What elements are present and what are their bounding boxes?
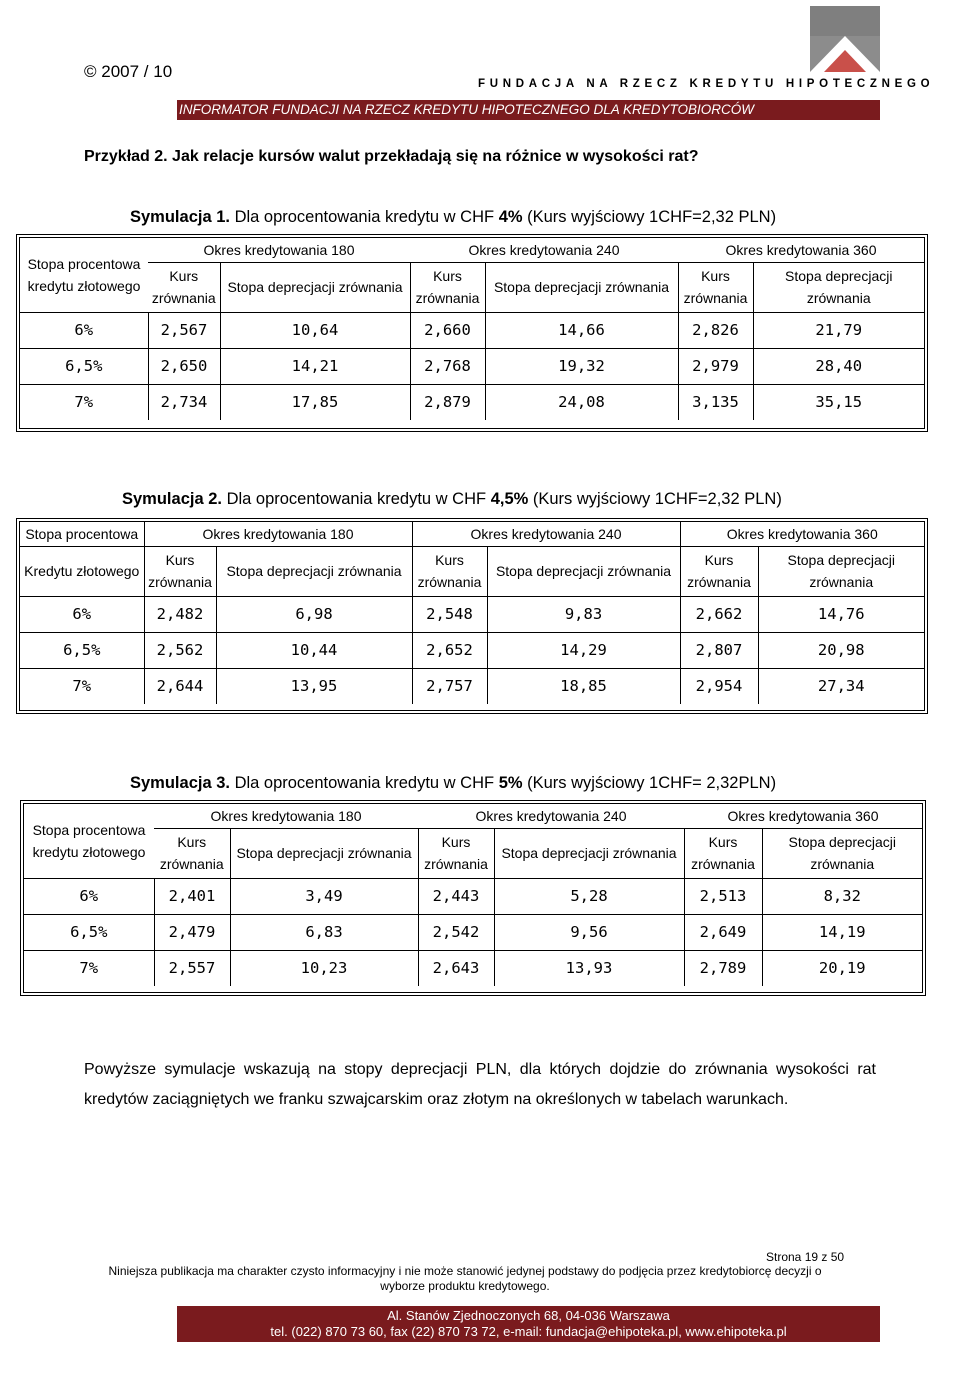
sim3-cell: 2,643 bbox=[418, 950, 494, 986]
sim3-cell: 2,401 bbox=[154, 878, 230, 914]
example-title: Przykład 2. Jak relacje kursów walut przekładają się na różnice w wysokości rat? bbox=[84, 148, 699, 165]
footer-address: Al. Stanów Zjednoczonych 68, 04-036 Warszawa bbox=[387, 1308, 670, 1323]
sim2-period-180: Okres kredytowania 180 bbox=[144, 522, 412, 546]
sim2-row bbox=[20, 668, 924, 704]
sim3-cell: 8,32 bbox=[762, 878, 922, 914]
sim3-cell: 6,83 bbox=[230, 914, 418, 950]
sim2-cell: 18,85 bbox=[487, 668, 680, 704]
sim1-cell: 2,768 bbox=[410, 348, 485, 384]
sim3-rate: 6,5% bbox=[24, 914, 154, 950]
sim3-title bbox=[130, 774, 776, 793]
sim1-cell: 2,879 bbox=[410, 384, 485, 420]
sim2-cell: 10,44 bbox=[216, 632, 412, 668]
sim1-cell: 14,66 bbox=[485, 312, 678, 348]
sim3-cell: 14,19 bbox=[762, 914, 922, 950]
sim2-title-b: (Kurs wyjściowy 1CHF=2,32 PLN) bbox=[528, 490, 782, 508]
sim3-row bbox=[24, 950, 922, 986]
sim2-kurs-180: Kurs zrównania bbox=[144, 546, 216, 596]
sim1-period-240: Okres kredytowania 240 bbox=[468, 241, 620, 258]
sim2-rate: 6% bbox=[20, 596, 144, 632]
sim3-cell: 5,28 bbox=[494, 878, 684, 914]
sim3-row bbox=[24, 878, 922, 914]
footer-bar bbox=[177, 1306, 880, 1342]
sim2-stopa-240: Stopa deprecjacji zrównania bbox=[487, 546, 680, 596]
page-number: Strona 19 z 50 bbox=[766, 1250, 845, 1264]
sim2-stopa-360: Stopa deprecjacji zrównania bbox=[758, 546, 924, 596]
sim2-stub-top: Stopa procentowa bbox=[20, 522, 144, 546]
sim1-rate: 7% bbox=[20, 384, 148, 420]
sim1-cell: 28,40 bbox=[753, 348, 924, 384]
sim2-cell: 27,34 bbox=[758, 668, 924, 704]
footer-contact: tel. (022) 870 73 60, fax (22) 870 73 72, e-mail: fundacja@ehipoteka.pl, www.ehipoteka.pl bbox=[270, 1324, 787, 1339]
copyright-date: © 2007 / 10 bbox=[84, 62, 173, 81]
sim3-cell: 2,789 bbox=[684, 950, 762, 986]
sim2-cell: 6,98 bbox=[216, 596, 412, 632]
sim2-cell: 2,662 bbox=[680, 596, 758, 632]
sim3-stub: Stopa procentowa kredytu złotowego bbox=[32, 821, 146, 860]
sim1-cell: 17,85 bbox=[220, 384, 410, 420]
sim3-cell: 10,23 bbox=[230, 950, 418, 986]
sim3-title-b: (Kurs wyjściowy 1CHF= 2,32PLN) bbox=[522, 774, 777, 792]
sim2-stub: Kredytu złotowego bbox=[20, 546, 144, 596]
sim1-stopa-180: Stopa deprecjacji zrównania bbox=[220, 262, 410, 312]
sim2-cell: 2,954 bbox=[680, 668, 758, 704]
sim1-period-180: Okres kredytowania 180 bbox=[203, 241, 355, 258]
sim1-cell: 2,660 bbox=[410, 312, 485, 348]
sim3-cell: 2,649 bbox=[684, 914, 762, 950]
sim2-period-360: Okres kredytowania 360 bbox=[680, 522, 924, 546]
header-bar: INFORMATOR FUNDACJI NA RZECZ KREDYTU HIPOTECZNEGO DLA KREDYTOBIORCÓW bbox=[177, 100, 880, 120]
sim2-lead: Symulacja 2. bbox=[122, 490, 222, 508]
sim2-stopa-180: Stopa deprecjacji zrównania bbox=[216, 546, 412, 596]
sim1-title bbox=[130, 208, 776, 227]
sim1-rate: 6% bbox=[20, 312, 148, 348]
sim2-cell: 2,757 bbox=[412, 668, 487, 704]
sim2-title-a: Dla oprocentowania kredytu w CHF bbox=[221, 490, 491, 508]
sim2-kurs-360: Kurs zrównania bbox=[680, 546, 758, 596]
sim1-title-a: Dla oprocentowania kredytu w CHF bbox=[229, 208, 499, 226]
sim1-kurs-240: Kurs zrównania bbox=[410, 262, 485, 312]
sim2-cell: 2,807 bbox=[680, 632, 758, 668]
sim3-kurs-240: Kurs zrównania bbox=[418, 828, 494, 878]
sim1-row bbox=[20, 348, 924, 384]
sim3-title-a: Dla oprocentowania kredytu w CHF bbox=[229, 774, 499, 792]
sim1-kurs-360: Kurs zrównania bbox=[678, 262, 753, 312]
sim1-row bbox=[20, 384, 924, 420]
sim2-cell: 2,652 bbox=[412, 632, 487, 668]
sim3-period-360: Okres kredytowania 360 bbox=[727, 807, 879, 824]
sim1-kurs-180: Kurs zrównania bbox=[148, 262, 220, 312]
sim1-title-b: (Kurs wyjściowy 1CHF=2,32 PLN) bbox=[522, 208, 777, 226]
sim2-period-240: Okres kredytowania 240 bbox=[412, 522, 680, 546]
sim2-cell: 2,644 bbox=[144, 668, 216, 704]
summary-paragraph: Powyższe symulacje wskazują na stopy deprecjacji PLN, dla których dojdzie do zrównania wysokości rat kredytów zaciągniętych we franku szwajcarskim oraz złotym na określonych w tabelach warunkach. bbox=[84, 1061, 876, 1108]
disclaimer: Niniejsza publikacja ma charakter czysto informacyjny i nie może stanowić jedynej podstawy do podjęcia przez kredytobiorcę decyzji o wyborze produktu kredytowego. bbox=[108, 1264, 822, 1293]
sim3-stopa-180: Stopa deprecjacji zrównania bbox=[230, 828, 418, 878]
sim3-period-180: Okres kredytowania 180 bbox=[210, 807, 362, 824]
sim1-pct: 4% bbox=[498, 208, 523, 226]
sim1-period-360: Okres kredytowania 360 bbox=[725, 241, 877, 258]
sim2-kurs-240: Kurs zrównania bbox=[412, 546, 487, 596]
sim3-cell: 9,56 bbox=[494, 914, 684, 950]
sim3-cell: 2,479 bbox=[154, 914, 230, 950]
sim1-cell: 2,826 bbox=[678, 312, 753, 348]
sim2-cell: 2,548 bbox=[412, 596, 487, 632]
sim1-cell: 3,135 bbox=[678, 384, 753, 420]
sim1-cell: 10,64 bbox=[220, 312, 410, 348]
sim2-rate: 7% bbox=[20, 668, 144, 704]
sim3-stopa-360: Stopa deprecjacji zrównania bbox=[762, 828, 922, 878]
sim2-rate: 6,5% bbox=[20, 632, 144, 668]
sim3-period-240: Okres kredytowania 240 bbox=[475, 807, 627, 824]
sim1-cell: 21,79 bbox=[753, 312, 924, 348]
sim2-row bbox=[20, 632, 924, 668]
sim2-cell: 20,98 bbox=[758, 632, 924, 668]
sim3-cell: 2,557 bbox=[154, 950, 230, 986]
sim1-cell: 35,15 bbox=[753, 384, 924, 420]
sim1-stopa-360: Stopa deprecjacji zrównania bbox=[753, 262, 924, 312]
sim2-table bbox=[20, 522, 924, 704]
sim1-row bbox=[20, 312, 924, 348]
sim2-cell: 9,83 bbox=[487, 596, 680, 632]
sim2-cell: 2,482 bbox=[144, 596, 216, 632]
sim1-cell: 19,32 bbox=[485, 348, 678, 384]
sim3-cell: 2,542 bbox=[418, 914, 494, 950]
sim1-rate: 6,5% bbox=[20, 348, 148, 384]
sim1-stopa-240: Stopa deprecjacji zrównania bbox=[485, 262, 678, 312]
sim3-row bbox=[24, 914, 922, 950]
sim3-cell: 13,93 bbox=[494, 950, 684, 986]
sim2-cell: 2,562 bbox=[144, 632, 216, 668]
sim2-row bbox=[20, 596, 924, 632]
sim2-cell: 13,95 bbox=[216, 668, 412, 704]
sim3-cell: 20,19 bbox=[762, 950, 922, 986]
sim3-kurs-360: Kurs zrównania bbox=[684, 828, 762, 878]
sim1-cell: 2,650 bbox=[148, 348, 220, 384]
sim2-title bbox=[122, 490, 782, 509]
sim1-cell: 2,734 bbox=[148, 384, 220, 420]
sim1-table bbox=[20, 238, 924, 420]
sim3-rate: 6% bbox=[24, 878, 154, 914]
sim3-kurs-180: Kurs zrównania bbox=[154, 828, 230, 878]
sim3-cell: 2,443 bbox=[418, 878, 494, 914]
sim2-pct: 4,5% bbox=[490, 490, 529, 508]
foundation-name: FUNDACJA NA RZECZ KREDYTU HIPOTECZNEGO bbox=[478, 78, 935, 90]
sim3-lead: Symulacja 3. bbox=[130, 774, 230, 792]
sim1-cell: 2,979 bbox=[678, 348, 753, 384]
sim1-stub: Stopa procentowa kredytu złotowego bbox=[27, 255, 141, 294]
sim3-rate: 7% bbox=[24, 950, 154, 986]
sim1-cell: 24,08 bbox=[485, 384, 678, 420]
foundation-logo-icon bbox=[810, 6, 880, 72]
sim1-lead: Symulacja 1. bbox=[130, 208, 230, 226]
sim2-cell: 14,76 bbox=[758, 596, 924, 632]
sim3-table bbox=[24, 804, 922, 986]
sim3-stopa-240: Stopa deprecjacji zrównania bbox=[494, 828, 684, 878]
sim3-pct: 5% bbox=[498, 774, 523, 792]
sim1-cell: 14,21 bbox=[220, 348, 410, 384]
sim2-cell: 14,29 bbox=[487, 632, 680, 668]
sim3-cell: 3,49 bbox=[230, 878, 418, 914]
sim3-cell: 2,513 bbox=[684, 878, 762, 914]
sim1-cell: 2,567 bbox=[148, 312, 220, 348]
